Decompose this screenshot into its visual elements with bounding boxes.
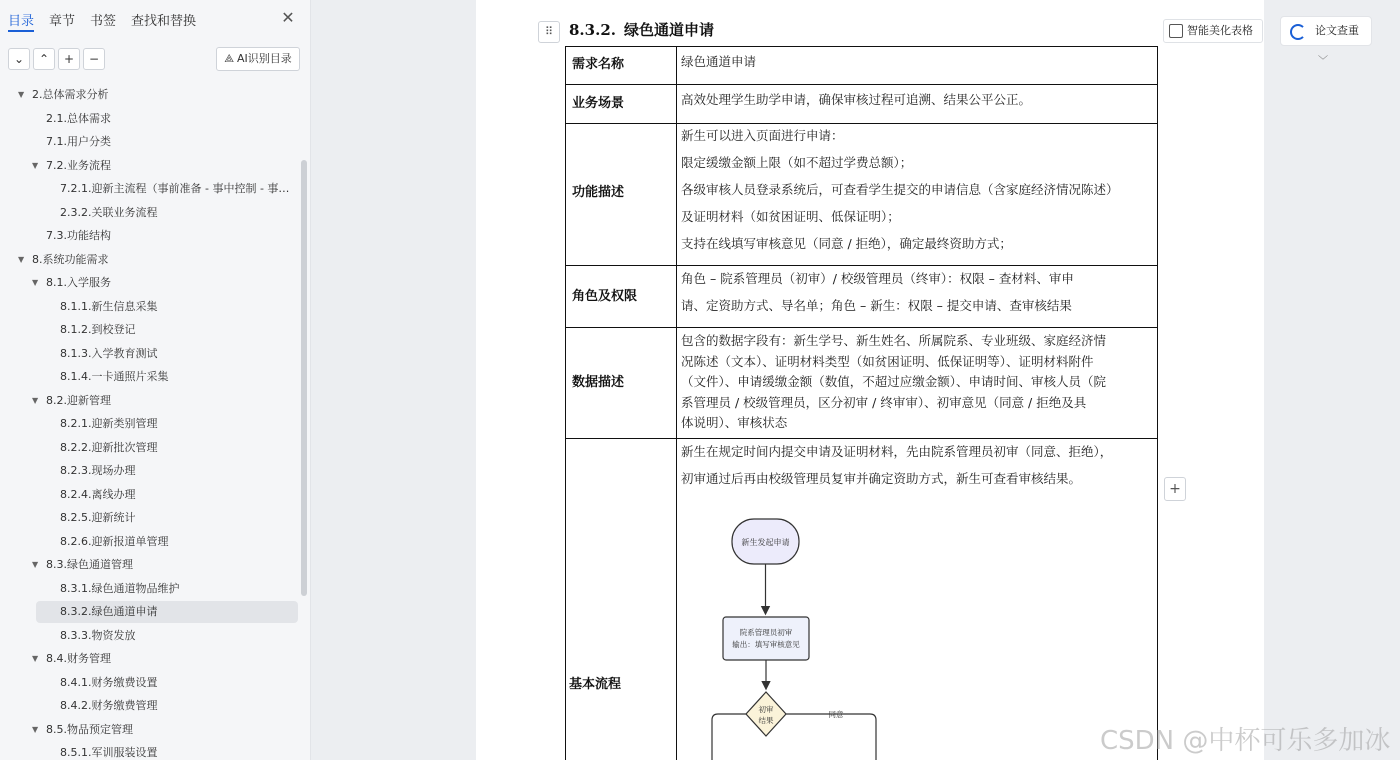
navigation-panel — [0, 0, 311, 760]
toc-item-label: 8.3.3.物资发放 — [60, 628, 136, 642]
expand-triangle-icon[interactable]: ▼ — [18, 254, 25, 264]
function-line: 及证明材料（如贫困证明、低保证明）； — [681, 209, 900, 224]
nav-tabs — [0, 0, 310, 38]
toc-item[interactable] — [0, 296, 300, 318]
toc-item-label: 8.2.5.迎新统计 — [60, 511, 136, 524]
toc-item-label: 8.3.2.绿色通道申请 — [60, 605, 158, 618]
toc-item-label: 8.2.2.迎新批次管理 — [60, 440, 158, 454]
toc-item[interactable] — [0, 84, 300, 106]
toc-item-label: 7.2.业务流程 — [46, 158, 111, 172]
label-data-description: 数据描述 — [572, 375, 625, 390]
toc-item[interactable] — [0, 719, 300, 741]
toc-item[interactable] — [0, 601, 300, 623]
function-line: 各级审核人员登录系统后，可查看学生提交的申请信息（含家庭经济情况陈述） — [681, 182, 1119, 197]
toc-item[interactable] — [0, 202, 300, 224]
data-line: 系管理员 / 校级管理员，区分初审 / 终审审）、初审意见（同意 / 拒绝及具 — [681, 394, 1087, 410]
toc-item-label: 8.4.2.财务缴费管理 — [60, 699, 158, 712]
toc-item-label: 7.3.功能结构 — [46, 229, 111, 242]
toc-item[interactable] — [0, 413, 300, 435]
toc-item[interactable] — [0, 108, 300, 130]
toc-item-label: 7.2.1.迎新主流程（事前准备 - 事中控制 - 事… — [60, 182, 290, 195]
toc-item[interactable] — [0, 578, 300, 600]
tab-chapters[interactable]: 章节 — [49, 14, 76, 29]
flow-start-text: 新生发起申请 — [741, 538, 790, 547]
toc-item-label: 7.1.用户分类 — [46, 135, 111, 148]
toc-item-label: 8.1.1.新生信息采集 — [60, 299, 158, 313]
minus-icon[interactable]: − — [83, 48, 105, 70]
toc-item-label: 8.5.物品预定管理 — [46, 722, 133, 736]
toc-item[interactable] — [0, 742, 300, 760]
value-requirement-name: 绿色通道申请 — [681, 54, 757, 69]
toc-item[interactable] — [0, 390, 300, 412]
toc-item[interactable] — [0, 131, 300, 153]
toc-item[interactable] — [0, 695, 300, 717]
toc-item-label: 8.1.4.一卡通照片采集 — [60, 370, 169, 383]
watermark: CSDN @中杯可乐多加冰 — [1100, 726, 1391, 756]
toc-item[interactable] — [0, 319, 300, 341]
section-heading — [569, 19, 714, 40]
tab-toc[interactable]: 目录 — [8, 14, 35, 29]
toc-item-label: 8.2.1.迎新类别管理 — [60, 417, 158, 430]
toc-item-label: 8.5.1.军训服装设置 — [60, 746, 158, 759]
flowchart-canvas — [676, 505, 1158, 760]
table-icon — [1169, 24, 1183, 38]
heading-number: 8.3.2. — [569, 21, 616, 39]
toc-item-label: 2.1.总体需求 — [46, 111, 111, 125]
expand-triangle-icon[interactable]: ▼ — [32, 278, 39, 287]
data-line: 况陈述（文本）、证明材料类型（如贫困证明、低保证明等）、证明材料附件 — [681, 353, 1094, 369]
toc-item[interactable] — [0, 460, 300, 482]
label-basic-flow: 基本流程 — [569, 677, 622, 692]
toc-item-label: 8.3.1.绿色通道物品维护 — [60, 581, 180, 595]
value-business-scene: 高效处理学生助学申请，确保审核过程可追溯、结果公平公正。 — [681, 92, 1032, 107]
drag-handle-icon[interactable]: ⠿ — [538, 21, 560, 43]
toc-item-label: 8.1.2.到校登记 — [60, 323, 136, 336]
toc-item-label: 8.1.3.入学教育测试 — [60, 346, 158, 360]
toc-item[interactable] — [0, 437, 300, 459]
label-function-description: 功能描述 — [572, 185, 625, 200]
paper-check-label: 论文查重 — [1315, 24, 1359, 37]
flow-step-node — [723, 617, 809, 660]
tab-bookmarks[interactable]: 书签 — [90, 14, 117, 29]
flow-decision-text-2: 结果 — [758, 716, 774, 725]
flow-line: 初审通过后再由校级管理员复审并确定资助方式，新生可查看审核结果。 — [681, 471, 1082, 486]
expand-triangle-icon[interactable]: ▼ — [32, 654, 39, 663]
toc-item[interactable] — [0, 272, 300, 294]
chevron-up-icon[interactable]: ⌃ — [33, 48, 55, 70]
expand-triangle-icon[interactable]: ▼ — [18, 90, 25, 99]
expand-triangle-icon[interactable]: ▼ — [32, 724, 39, 734]
tab-find-replace[interactable]: 查找和替换 — [131, 14, 197, 29]
row-divider — [565, 84, 1158, 85]
row-divider — [565, 327, 1158, 328]
ai-recognize-toc-button[interactable] — [216, 47, 300, 71]
toc-item-label: 8.2.迎新管理 — [46, 393, 111, 407]
toc-item-label: 8.4.1.财务缴费设置 — [60, 675, 158, 689]
flow-decision-text-1: 初审 — [758, 705, 774, 714]
function-line: 新生可以进入页面进行申请： — [681, 128, 844, 143]
value-basic-flow — [681, 438, 1157, 492]
flow-decision-node — [746, 692, 786, 736]
flow-line: 新生在规定时间内提交申请及证明材料，先由院系管理员初审（同意、拒绝）， — [681, 444, 1113, 459]
nav-scrollbar[interactable] — [301, 160, 307, 596]
flow-step-text-2: 输出：填写审核意见 — [732, 640, 800, 649]
toc-item-label: 2.3.2.关联业务流程 — [60, 205, 158, 219]
paper-check-button[interactable] — [1280, 16, 1372, 46]
toc-item[interactable] — [0, 343, 300, 365]
value-data-description — [681, 331, 1157, 434]
toc-item-label: 8.系统功能需求 — [32, 252, 109, 266]
flow-branch-agree — [786, 714, 876, 760]
toc-item[interactable] — [0, 507, 300, 529]
expand-triangle-icon[interactable]: ▼ — [32, 160, 39, 170]
chevron-down-icon[interactable]: ⌄ — [8, 48, 30, 70]
toc-item-label: 8.3.绿色通道管理 — [46, 558, 133, 571]
label-requirement-name: 需求名称 — [572, 57, 625, 72]
role-line: 角色 – 院系管理员（初审）/ 校级管理员（终审）：权限 – 查材料、审申 — [681, 271, 1074, 286]
close-icon[interactable]: ✕ — [281, 8, 295, 27]
table-border-left — [565, 46, 566, 760]
data-line: 包含的数据字段有：新生学号、新生姓名、所属院系、专业班级、家庭经济情 — [681, 333, 1107, 348]
function-line: 支持在线填写审核意见（同意 / 拒绝），确定最终资助方式； — [681, 236, 1012, 251]
value-function-description — [681, 122, 1157, 257]
flow-branch-reject — [712, 714, 746, 760]
function-line: 限定缓缴金额上限（如不超过学费总额）； — [681, 155, 913, 170]
toc-item[interactable] — [0, 225, 300, 247]
toc-item[interactable] — [0, 648, 300, 670]
toc-item[interactable] — [0, 155, 300, 177]
toc-item-label: 2.总体需求分析 — [32, 88, 109, 101]
role-line: 请、定资助方式、导名单；角色 – 新生：权限 – 提交申请、查审核结果 — [681, 298, 1072, 313]
active-tab-indicator — [8, 30, 34, 32]
beautify-table-button[interactable] — [1163, 19, 1263, 43]
value-roles-permissions — [681, 265, 1157, 319]
paper-check-icon — [1290, 24, 1306, 40]
flow-branch-agree-label: 同意 — [828, 710, 844, 719]
flow-step-text-1: 院系管理员初审 — [739, 628, 793, 637]
chevron-down-icon[interactable]: ﹀ — [1318, 56, 1328, 67]
toc-item[interactable] — [0, 178, 300, 200]
flowchart — [676, 505, 1158, 760]
expand-triangle-icon[interactable]: ▼ — [32, 560, 39, 569]
ai-button-label: AI识别目录 — [237, 52, 292, 65]
toc-item-label: 8.2.3.现场办理 — [60, 464, 136, 477]
toc-item[interactable] — [0, 554, 300, 576]
label-business-scene: 业务场景 — [572, 96, 625, 111]
data-line: （文件）、申请缓缴金额（数值，不超过应缴金额）、申请时间、审核人员（院 — [681, 374, 1107, 389]
label-roles-permissions: 角色及权限 — [572, 289, 638, 304]
ai-icon: ⟁ — [224, 52, 235, 65]
plus-icon[interactable]: + — [58, 48, 80, 70]
heading-title: 绿色通道申请 — [623, 21, 714, 39]
toc-item-label: 8.4.财务管理 — [46, 652, 111, 665]
toc-item[interactable] — [0, 625, 300, 647]
toc-item[interactable] — [0, 531, 300, 553]
plus-icon[interactable]: + — [1164, 477, 1186, 501]
toc-item[interactable] — [0, 672, 300, 694]
toc-item-label: 8.2.6.迎新报道单管理 — [60, 534, 169, 548]
table-border-top — [565, 46, 1158, 47]
toc-item-label: 8.1.入学服务 — [46, 276, 111, 289]
data-line: 体说明）、审核状态 — [681, 415, 788, 430]
toc-item[interactable] — [0, 249, 300, 271]
beautify-table-label: 智能美化表格 — [1187, 24, 1253, 37]
toc-item[interactable] — [0, 484, 300, 506]
expand-triangle-icon[interactable]: ▼ — [32, 395, 39, 405]
toc-item-label: 8.2.4.离线办理 — [60, 487, 136, 501]
toc-item[interactable] — [0, 366, 300, 388]
